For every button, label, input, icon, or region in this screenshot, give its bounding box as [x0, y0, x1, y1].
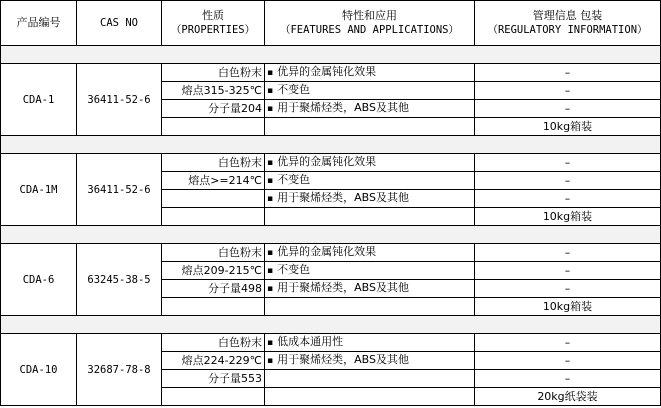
bullet-icon [267, 263, 277, 276]
packaging-cell: 10kg箱装 [475, 118, 661, 136]
regulatory-cell: – [475, 280, 661, 298]
feature-cell [265, 388, 475, 406]
table-row [1, 154, 661, 172]
feature-cell: ▪ 优异的金属钝化效果 [265, 154, 475, 172]
header-regulatory-en: （REGULATORY INFORMATION） [487, 24, 648, 36]
header-regulatory-cn: 管理信息 包装 [532, 9, 603, 22]
product-code-cell: CDA-10 [1, 334, 77, 406]
packaging-cell: 10kg箱装 [475, 208, 661, 226]
feature-cell: ▪ 不变色 [265, 172, 475, 190]
table-row [1, 64, 661, 82]
feature-cell: ▪ 不变色 [265, 262, 475, 280]
regulatory-cell: – [475, 334, 661, 352]
separator-row [1, 136, 661, 154]
feature-cell: ▪ 用于聚烯烃类，ABS及其他 [265, 352, 475, 370]
regulatory-cell: – [475, 190, 661, 208]
regulatory-cell: – [475, 370, 661, 388]
property-cell: 熔点209-215℃ [162, 262, 265, 280]
bullet-icon [267, 101, 277, 114]
separator-row [1, 226, 661, 244]
header-properties-cn: 性质 [202, 9, 224, 22]
bullet-icon [267, 353, 277, 366]
bullet-icon [267, 335, 277, 348]
feature-cell [265, 118, 475, 136]
property-cell: 熔点315-325℃ [162, 82, 265, 100]
property-cell [162, 298, 265, 316]
separator-cell [1, 226, 661, 244]
property-cell: 熔点224-229℃ [162, 352, 265, 370]
regulatory-cell: – [475, 244, 661, 262]
header-product-code: 产品编号 [1, 1, 77, 46]
bullet-icon [267, 155, 277, 168]
product-code-cell: CDA-6 [1, 244, 77, 316]
product-code-cell: CDA-1M [1, 154, 77, 226]
regulatory-cell: – [475, 172, 661, 190]
feature-cell: ▪ 不变色 [265, 82, 475, 100]
regulatory-cell: – [475, 64, 661, 82]
property-cell [162, 190, 265, 208]
table-row [1, 244, 661, 262]
separator-cell [1, 46, 661, 64]
feature-cell [265, 298, 475, 316]
property-cell: 分子量498 [162, 280, 265, 298]
header-features-cn: 特性和应用 [342, 9, 397, 22]
header-row [1, 1, 661, 46]
table-row [1, 334, 661, 352]
header-regulatory [475, 1, 661, 46]
regulatory-cell: – [475, 154, 661, 172]
property-cell: 白色粉末 [162, 334, 265, 352]
feature-cell: ▪ 用于聚烯烃类，ABS及其他 [265, 100, 475, 118]
bullet-icon [267, 281, 277, 294]
packaging-cell: 20kg纸袋装 [475, 388, 661, 406]
property-cell [162, 388, 265, 406]
separator-cell [1, 136, 661, 154]
feature-cell: ▪ 用于聚烯烃类，ABS及其他 [265, 190, 475, 208]
feature-cell: ▪ 优异的金属钝化效果 [265, 64, 475, 82]
feature-cell: ▪ 低成本通用性 [265, 334, 475, 352]
regulatory-cell: – [475, 100, 661, 118]
feature-cell [265, 208, 475, 226]
bullet-icon [267, 173, 277, 186]
property-cell: 白色粉末 [162, 154, 265, 172]
property-cell: 白色粉末 [162, 64, 265, 82]
feature-cell: ▪ 用于聚烯烃类，ABS及其他 [265, 280, 475, 298]
product-code-cell: CDA-1 [1, 64, 77, 136]
header-features [265, 1, 475, 46]
property-cell [162, 118, 265, 136]
packaging-cell: 10kg箱装 [475, 298, 661, 316]
header-cas-no: CAS NO [77, 1, 162, 46]
regulatory-cell: – [475, 262, 661, 280]
feature-cell: ▪ 优异的金属钝化效果 [265, 244, 475, 262]
header-properties-en: （PROPERTIES） [170, 24, 256, 36]
regulatory-cell: – [475, 352, 661, 370]
header-features-en: （FEATURES AND APPLICATIONS） [279, 24, 460, 36]
cas-number-cell: 63245-38-5 [77, 244, 162, 316]
property-cell: 分子量553 [162, 370, 265, 388]
cas-number-cell: 36411-52-6 [77, 64, 162, 136]
bullet-icon [267, 83, 277, 96]
regulatory-cell: – [475, 82, 661, 100]
table-body [1, 46, 661, 406]
feature-cell [265, 370, 475, 388]
separator-row [1, 46, 661, 64]
bullet-icon [267, 65, 277, 78]
property-cell: 分子量204 [162, 100, 265, 118]
property-cell: 白色粉末 [162, 244, 265, 262]
cas-number-cell: 32687-78-8 [77, 334, 162, 406]
header-properties [162, 1, 265, 46]
separator-cell [1, 316, 661, 334]
cas-number-cell: 36411-52-6 [77, 154, 162, 226]
bullet-icon [267, 191, 277, 204]
bullet-icon [267, 245, 277, 258]
separator-row [1, 316, 661, 334]
property-cell [162, 208, 265, 226]
property-cell: 熔点>=214℃ [162, 172, 265, 190]
